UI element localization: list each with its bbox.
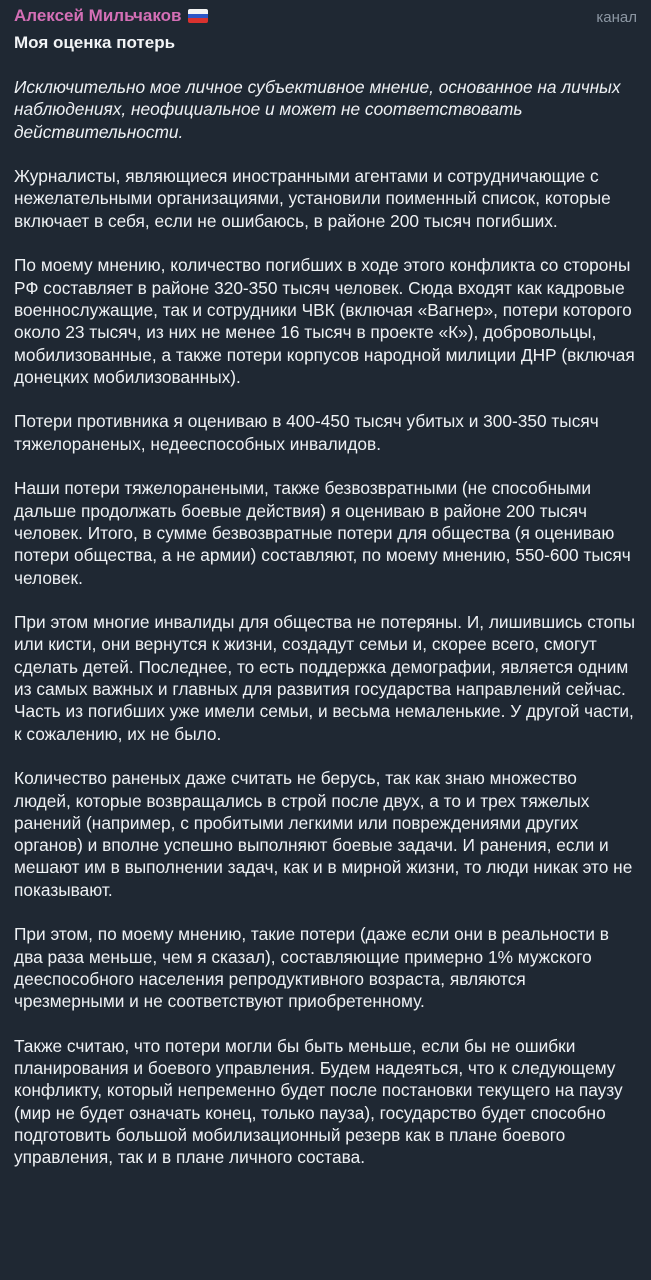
- post-paragraph: Потери противника я оцениваю в 400-450 тысяч убитых и 300-350 тысяч тяжелораненых, недееспособных инвалидов.: [14, 411, 599, 454]
- post-paragraph: Исключительно мое личное субъективное мнение, основанное на личных наблюдениях, неофициальное и может не соответствовать действительности.: [14, 77, 621, 142]
- post-body: [14, 76, 637, 1169]
- post-paragraph: Наши потери тяжелоранеными, также безвозвратными (не способными дальше продолжать боевые действия) я оцениваю в районе 200 тысяч человек. Итого, в сумме безвозвратные потери для общества (я оцениваю потери общества, а не армии) составляют, по моему мнению, 550-600 тысяч человек.: [14, 478, 631, 588]
- post-title: Моя оценка потерь: [14, 33, 176, 52]
- post-paragraph: Количество раненых даже считать не берусь, так как знаю множество людей, которые возвращались в строй после двух, а то и трех тяжелых ранений (например, с пробитыми легкими или повреждениями других органов) и вполне успешно выполняют боевые задачи. И ранения, если и мешают им в выполнении задач, как и в мирной жизни, то люди никак это не показывают.: [14, 768, 633, 900]
- author-name[interactable]: [14, 6, 208, 26]
- author-name-text: Алексей Мильчаков: [14, 6, 182, 25]
- channel-label: канал: [596, 8, 637, 26]
- post-paragraph: По моему мнению, количество погибших в ходе этого конфликта со стороны РФ составляет в районе 320-350 тысяч человек. Сюда входят как кадровые военнослужащие, так и сотрудники ЧВК (включая «Вагнер», потери которого около 23 тысяч, из них не менее 16 тысяч в проекте «К»), добровольцы, мобилизованные, а также потери корпусов народной милиции ДНР (включая донецких мобилизованных).: [14, 255, 635, 387]
- post-paragraph: При этом, по моему мнению, такие потери (даже если они в реальности в два раза меньше, чем я сказал), составляющие примерно 1% мужского дееспособного населения репродуктивного возраста, являются чрезмерными и не соответствуют приобретенному.: [14, 924, 609, 1012]
- post-paragraph: Журналисты, являющиеся иностранными агентами и сотрудничающие с нежелательными организациями, установили поименный список, которые включает в себя, если не ошибаюсь, в районе 200 тысяч погибших.: [14, 166, 611, 231]
- message-header: [14, 4, 637, 28]
- post-paragraph: Также считаю, что потери могли бы быть меньше, если бы не ошибки планирования и боевого управления. Будем надеяться, что к следующему конфликту, который непременно будет после постановки текущего на паузу (мир не будет означать конец, только пауза), государство будет способно подготовить большой мобилизационный резерв как в плане боевого управления, так и в плане личного состава.: [14, 1035, 623, 1168]
- russia-flag-icon: [188, 9, 208, 23]
- post-paragraph: При этом многие инвалиды для общества не потеряны. И, лишившись стопы или кисти, они вернутся к жизни, создадут семьи и, скорее всего, смогут сделать детей. Последнее, то есть поддержка демографии, является одним из самых важных и главных для развития государства направлений сейчас. Часть из погибших уже имели семьи, и весьма немаленькие. У другой части, к сожалению, их не было.: [14, 612, 635, 744]
